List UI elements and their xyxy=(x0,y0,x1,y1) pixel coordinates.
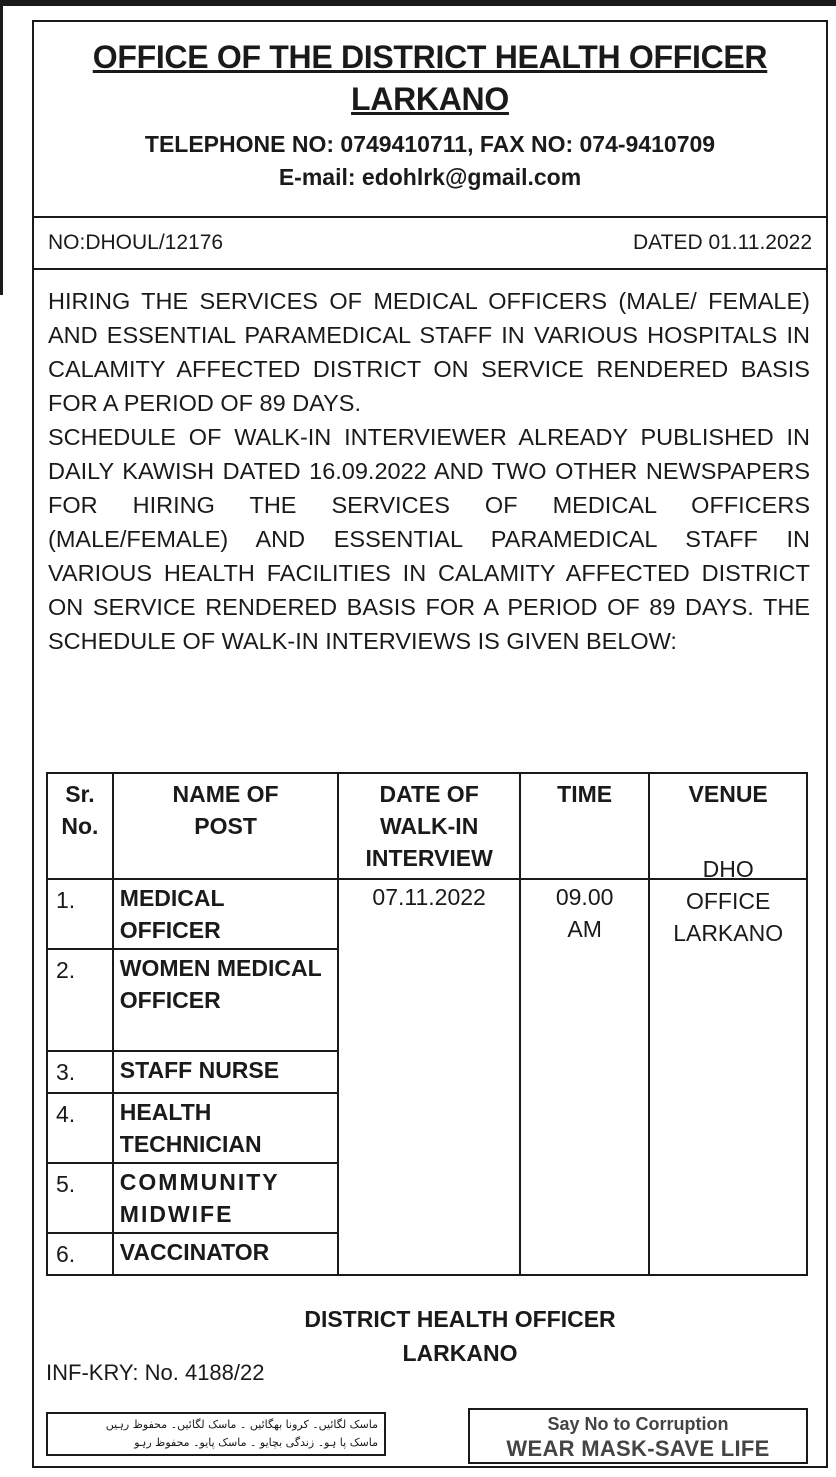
notice-body xyxy=(34,270,826,658)
row-sr-no: 2. xyxy=(47,949,113,1051)
header-venue: VENUE xyxy=(649,773,807,879)
office-title-line2: LARKANO xyxy=(351,81,509,117)
top-rule xyxy=(0,0,836,6)
mask-slogan: WEAR MASK-SAVE LIFE xyxy=(506,1436,770,1461)
row-sr-no: 5. xyxy=(47,1163,113,1233)
urdu-notice-line2: ماسک پا ہو۔ زندگی بچایو ۔ ماسک پایو۔ محفوظ رہو xyxy=(134,1436,378,1449)
header-post-line2: POST xyxy=(194,813,257,839)
header-date-line1: DATE OF xyxy=(379,781,479,807)
interview-date-cell xyxy=(338,879,520,1275)
reference-number: NO:DHOUL/12176 xyxy=(48,231,224,254)
header-date-line3: INTERVIEW xyxy=(365,845,493,871)
row-sr-no: 1. xyxy=(47,879,113,949)
header-date-line2: WALK-IN xyxy=(379,813,479,839)
row-post-name: STAFF NURSE xyxy=(113,1051,339,1093)
interview-time-line2: AM xyxy=(567,916,602,942)
row-post-name: WOMEN MEDICAL OFFICER xyxy=(113,949,339,1051)
corruption-slogan: Say No to Corruption xyxy=(547,1414,729,1434)
telephone-line: TELEPHONE NO: 0749410711, FAX NO: 074-9410709 xyxy=(144,131,716,157)
interview-schedule-table xyxy=(46,772,808,1276)
row-post-name: HEALTH TECHNICIAN xyxy=(113,1093,339,1163)
notice-paragraph-2: SCHEDULE OF WALK-IN INTERVIEWER ALREADY PUBLISHED IN DAILY KAWISH DATED 16.09.2022 AND TWO OTHER NEWSPAPERS FOR HIRING THE SERVICES OF MEDICAL OFFICERS (MALE/FEMALE) AND ESSENTIAL PARAMEDICAL STAFF IN VARIOUS HEALTH FACILITIES IN CALAMITY AFFECTED DISTRICT ON SERVICE RENDERED BASIS FOR A PERIOD OF 89 DAYS. THE SCHEDULE OF WALK-IN INTERVIEWS IS GIVEN BELOW: xyxy=(48,424,810,654)
signature-line2: LARKANO xyxy=(402,1340,518,1366)
header-sr-line2: No. xyxy=(61,813,99,839)
urdu-mask-notice xyxy=(46,1412,386,1456)
interview-time-cell xyxy=(520,879,649,1275)
row-sr-no: 6. xyxy=(47,1233,113,1275)
reference-date: DATED 01.11.2022 xyxy=(633,231,812,254)
office-title-line1: OFFICE OF THE DISTRICT HEALTH OFFICER xyxy=(92,39,768,75)
advertisement-frame xyxy=(32,20,828,1468)
row-post-name: MEDICAL OFFICER xyxy=(113,879,339,949)
email-line: E-mail: edohlrk@gmail.com xyxy=(278,164,582,190)
interview-venue-line3: LARKANO xyxy=(673,920,784,946)
row-post-name: VACCINATOR xyxy=(113,1233,339,1275)
row-post-name: COMMUNITY MIDWIFE xyxy=(113,1163,339,1233)
interview-venue-line1: DHO xyxy=(702,856,754,882)
notice-paragraph-1: HIRING THE SERVICES OF MEDICAL OFFICERS (MALE/ FEMALE) AND ESSENTIAL PARAMEDICAL STAFF IN VARIOUS HOSPITALS IN CALAMITY AFFECTED DISTRICT ON SERVICE RENDERED BASIS FOR A PERIOD OF 89 DAYS. xyxy=(48,288,810,416)
mask-notice-box xyxy=(468,1408,808,1464)
row-sr-no: 3. xyxy=(47,1051,113,1093)
header-interview-date xyxy=(338,773,520,879)
left-rule xyxy=(0,0,3,295)
inf-number: INF-KRY: No. 4188/22 xyxy=(46,1360,265,1385)
reference-line xyxy=(34,218,826,270)
table-row xyxy=(47,879,807,949)
signature-line1: DISTRICT HEALTH OFFICER xyxy=(304,1306,616,1332)
header-post-name xyxy=(113,773,339,879)
header-post-line1: NAME OF xyxy=(172,781,279,807)
header-time: TIME xyxy=(520,773,649,879)
office-header xyxy=(34,22,826,218)
header-sr-line1: Sr. xyxy=(65,781,95,807)
urdu-notice-line1: ماسک لگائیں۔ کرونا بھگائیں ۔ ماسک لگائیں۔ محفوظ رہیں xyxy=(105,1418,378,1431)
interview-venue-cell xyxy=(649,856,807,1275)
interview-date: 07.11.2022 xyxy=(372,884,486,910)
header-sr-no xyxy=(47,773,113,879)
interview-venue-line2: OFFICE xyxy=(685,888,771,914)
interview-time-line1: 09.00 xyxy=(555,884,614,910)
row-sr-no: 4. xyxy=(47,1093,113,1163)
